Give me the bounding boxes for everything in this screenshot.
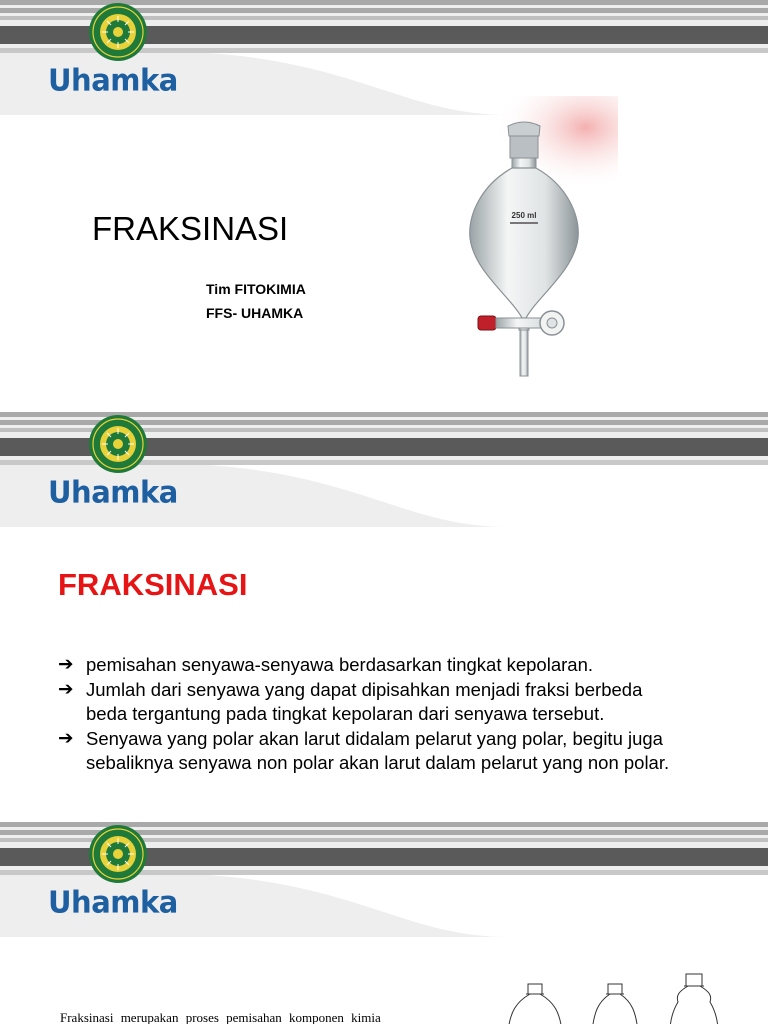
header-curve bbox=[208, 875, 768, 937]
glassware-illustration bbox=[506, 972, 746, 1024]
bullet-line: pemisahan senyawa-senyawa berdasarkan tingkat kepolaran. bbox=[86, 654, 593, 675]
volume-label: 250 ml bbox=[511, 211, 537, 220]
institution-name: FFS- UHAMKA bbox=[206, 305, 304, 321]
slide-title: FRAKSINASI bbox=[58, 567, 248, 602]
uhamka-logo-icon bbox=[88, 824, 148, 884]
slide-1 bbox=[0, 0, 768, 400]
header-curve bbox=[208, 465, 768, 527]
bullet-line: Jumlah dari senyawa yang dapat dipisahkan menjadi fraksi berbeda bbox=[86, 678, 643, 700]
brand-name: Uhamka bbox=[48, 62, 178, 98]
right-arrow-icon: ➔ bbox=[58, 727, 74, 749]
subtitle bbox=[206, 277, 306, 325]
bullet-item bbox=[58, 727, 758, 776]
bullet-item bbox=[58, 653, 758, 678]
right-arrow-icon: ➔ bbox=[58, 654, 74, 675]
separatory-funnel-illustration bbox=[440, 96, 620, 381]
right-arrow-icon: ➔ bbox=[58, 678, 74, 700]
bullet-line: beda tergantung pada tingkat kepolaran dari senyawa tersebut. bbox=[86, 703, 605, 724]
slide-2 bbox=[0, 412, 768, 810]
bullet-line: sebaliknya senyawa non polar akan larut dalam pelarut yang non polar. bbox=[86, 752, 670, 773]
bullet-line: Senyawa yang polar akan larut didalam pelarut yang polar, begitu juga bbox=[86, 727, 663, 749]
brand-name: Uhamka bbox=[48, 884, 178, 920]
brand-name: Uhamka bbox=[48, 474, 178, 510]
bullet-list bbox=[58, 653, 758, 776]
bullet-item bbox=[58, 678, 758, 727]
slide-gap bbox=[0, 400, 768, 412]
uhamka-logo-icon bbox=[88, 414, 148, 474]
slide-title: FRAKSINASI bbox=[92, 210, 289, 247]
uhamka-logo-icon bbox=[88, 2, 148, 62]
team-name: Tim FITOKIMIA bbox=[206, 281, 306, 297]
body-text: Fraksinasi merupakan proses pemisahan komponen kimia bbox=[60, 1010, 381, 1024]
slide-gap bbox=[0, 810, 768, 822]
slide-3 bbox=[0, 822, 768, 1024]
